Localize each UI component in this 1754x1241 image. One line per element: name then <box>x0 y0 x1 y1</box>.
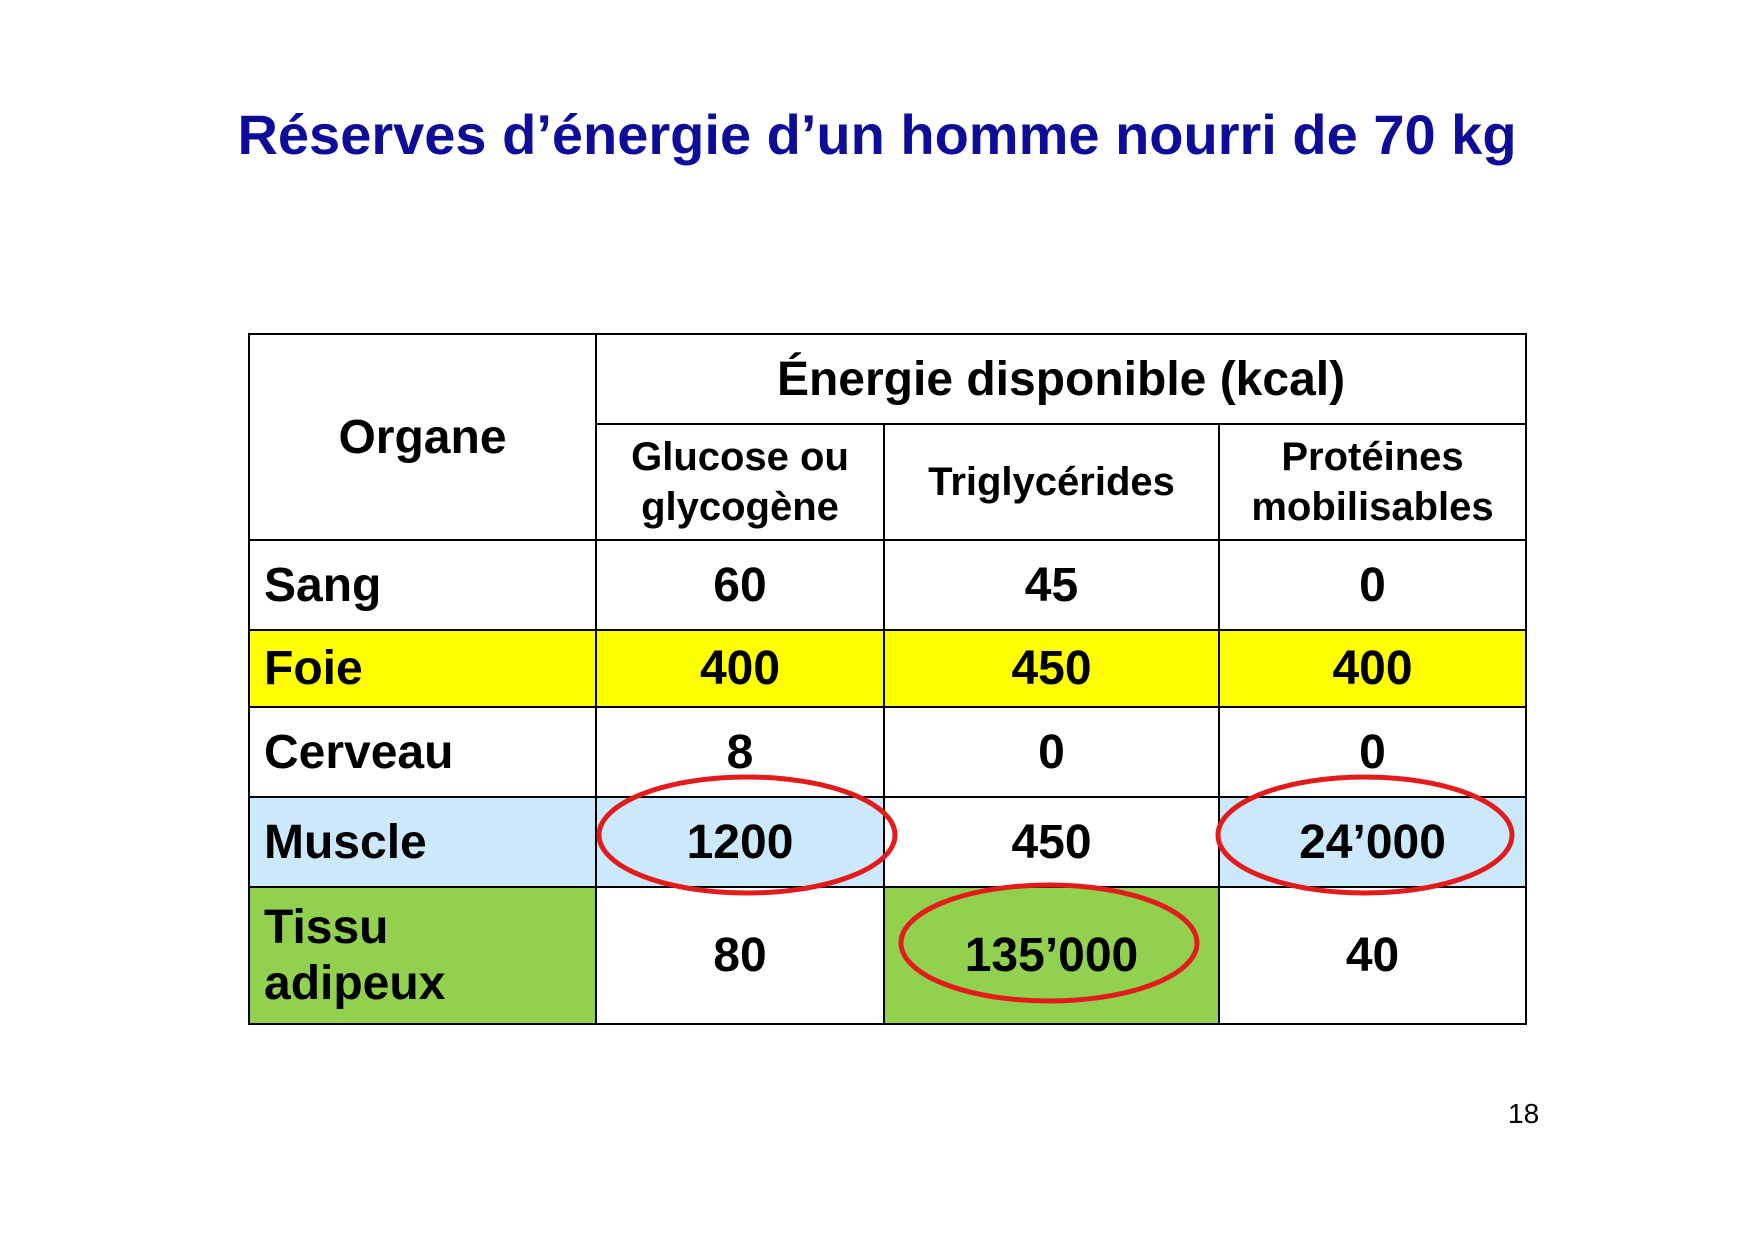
cell-muscle-proteines: 24’000 <box>1219 797 1526 887</box>
energy-table <box>248 333 1527 1025</box>
table-row <box>249 630 1526 707</box>
header-energy: Énergie disponible (kcal) <box>596 334 1526 424</box>
header-organe: Organe <box>249 334 596 540</box>
table-row <box>249 887 1526 1024</box>
cell-sang-glucose: 60 <box>596 540 884 630</box>
cell-sang-proteines: 0 <box>1219 540 1526 630</box>
cell-cerveau-triglycerides: 0 <box>884 707 1219 797</box>
cell-adipeux-proteines: 40 <box>1219 887 1526 1024</box>
row-label-foie: Foie <box>249 630 596 707</box>
row-label-cerveau: Cerveau <box>249 707 596 797</box>
row-label-tissu-line1: Tissu <box>264 900 389 954</box>
cell-foie-triglycerides: 450 <box>884 630 1219 707</box>
row-label-tissu-adipeux <box>249 887 596 1024</box>
table-row <box>249 797 1526 887</box>
row-label-sang: Sang <box>249 540 596 630</box>
row-label-tissu-line2: adipeux <box>264 956 446 1010</box>
table-row <box>249 540 1526 630</box>
cell-muscle-triglycerides: 450 <box>884 797 1219 887</box>
header-glucose-line1: Glucose ou <box>631 435 849 479</box>
header-proteines-line2: mobilisables <box>1251 485 1494 529</box>
header-glucose <box>596 424 884 540</box>
table-row <box>249 707 1526 797</box>
slide-title: Réserves d’énergie d’un homme nourri de 70 kg <box>237 103 1517 166</box>
cell-foie-proteines: 400 <box>1219 630 1526 707</box>
header-triglycerides: Triglycérides <box>884 424 1219 540</box>
cell-cerveau-proteines: 0 <box>1219 707 1526 797</box>
cell-adipeux-triglycerides: 135’000 <box>884 887 1219 1024</box>
cell-muscle-glucose: 1200 <box>596 797 884 887</box>
page-number: 18 <box>1508 1098 1540 1129</box>
header-proteines-line1: Protéines <box>1281 435 1464 479</box>
header-proteines <box>1219 424 1526 540</box>
energy-table-container <box>248 333 1525 1015</box>
cell-sang-triglycerides: 45 <box>884 540 1219 630</box>
cell-cerveau-glucose: 8 <box>596 707 884 797</box>
row-label-muscle: Muscle <box>249 797 596 887</box>
cell-adipeux-glucose: 80 <box>596 887 884 1024</box>
cell-foie-glucose: 400 <box>596 630 884 707</box>
header-glucose-line2: glycogène <box>641 485 839 529</box>
